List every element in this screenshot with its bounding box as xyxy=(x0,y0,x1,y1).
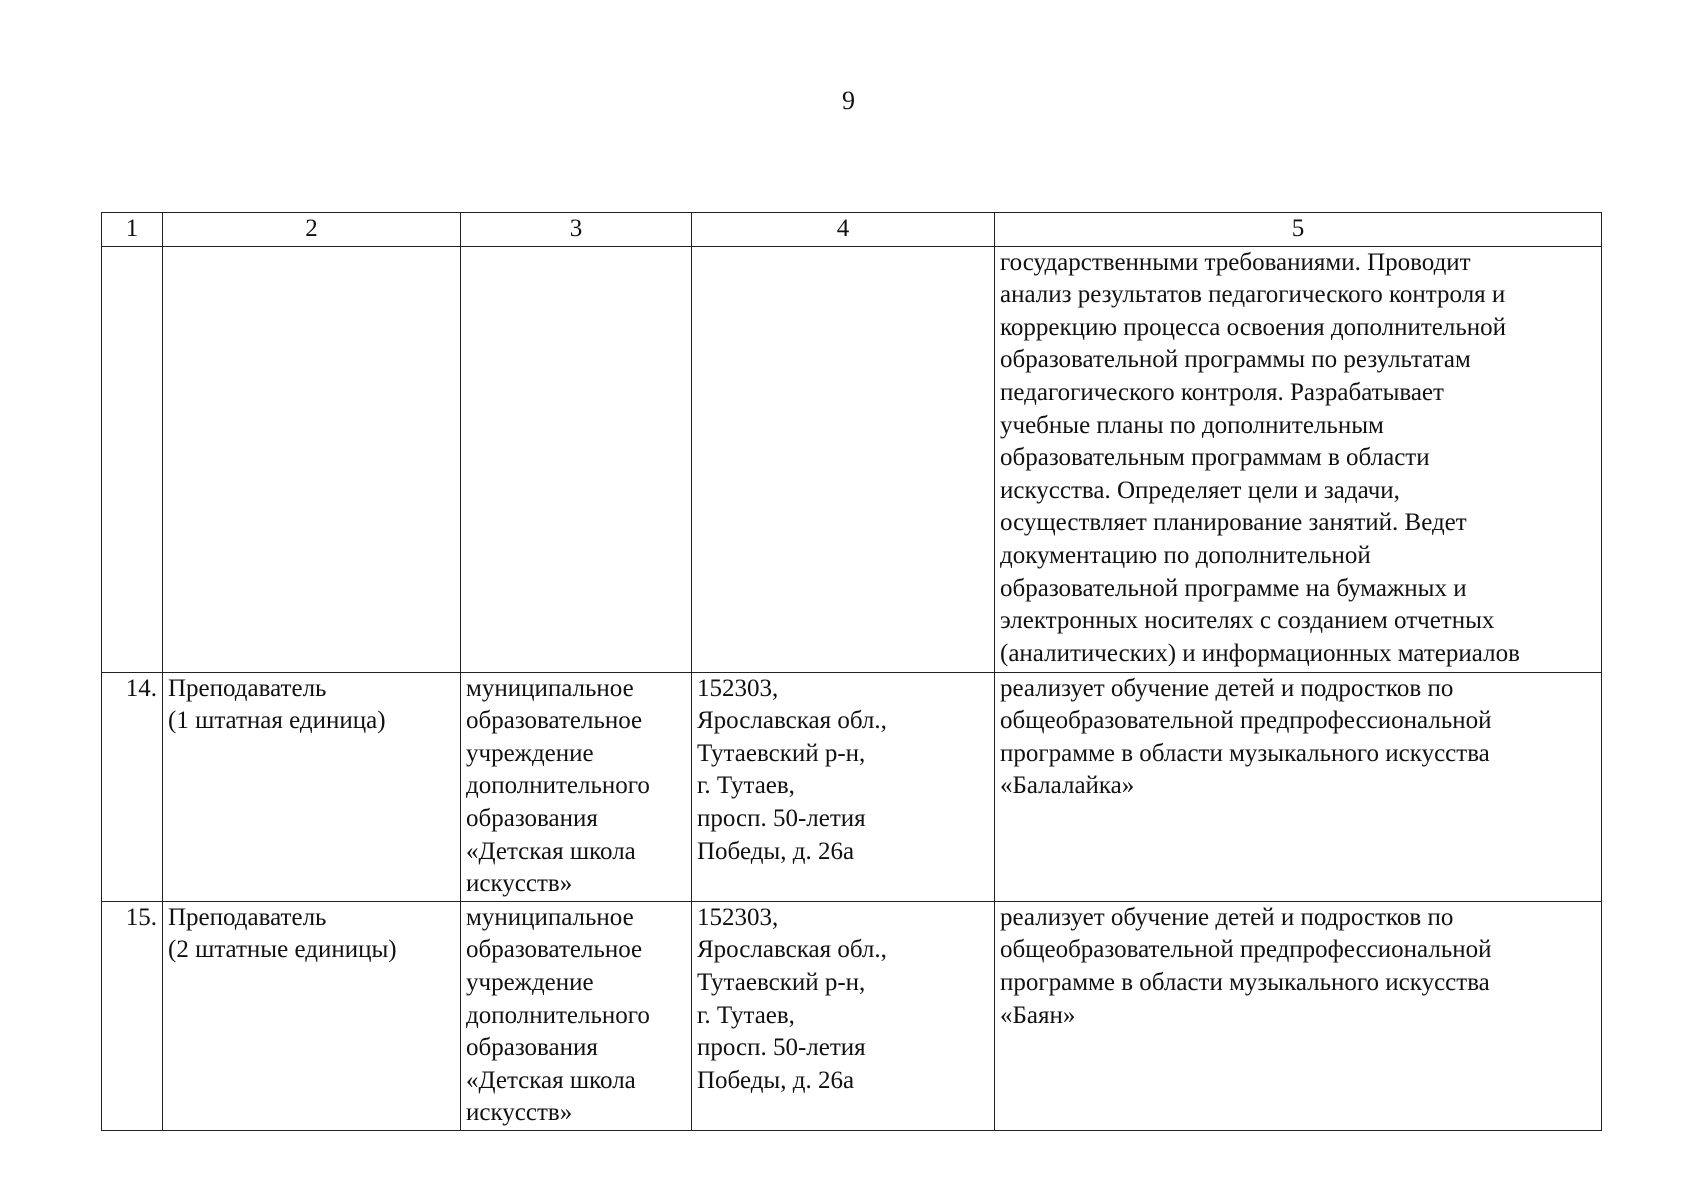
page-number: 9 xyxy=(842,86,855,115)
description-line: педагогического контроля. Разрабатывает xyxy=(1000,378,1444,406)
organization-cell xyxy=(461,901,692,1130)
organization-line: искусств» xyxy=(466,1099,573,1127)
description-line: искусства. Определяет цели и задачи, xyxy=(1000,476,1400,504)
address-cell xyxy=(692,901,995,1130)
position-line: (2 штатные единицы) xyxy=(168,936,397,964)
organization-line: муниципальное xyxy=(466,674,634,702)
description-cell xyxy=(995,901,1602,1130)
description-line: программе в области музыкального искусства xyxy=(1000,739,1490,767)
description-line: осуществляет планирование занятий. Ведет xyxy=(1000,509,1467,537)
description-line: образовательной программы по результатам xyxy=(1000,346,1471,374)
description-line: программе в области музыкального искусства xyxy=(1000,968,1490,996)
organization-line: «Детская школа xyxy=(466,1066,636,1094)
row-number: 14. xyxy=(102,672,163,901)
row-number: 15. xyxy=(102,901,163,1130)
vacancies-table xyxy=(101,212,1602,1131)
address-line: г. Тутаев, xyxy=(697,772,795,800)
organization-line: образования xyxy=(466,804,598,832)
address-line: Тутаевский р-н, xyxy=(697,968,866,996)
description-line: документацию по дополнительной xyxy=(1000,541,1371,569)
table-row xyxy=(102,901,1602,1130)
table-row xyxy=(102,672,1602,901)
column-header-3: 3 xyxy=(461,213,692,247)
address-line: Победы, д. 26а xyxy=(697,837,855,865)
address-line: г. Тутаев, xyxy=(697,1001,795,1029)
address-line: Ярославская обл., xyxy=(697,707,887,735)
description-line: анализ результатов педагогического контроля и xyxy=(1000,281,1506,309)
address-line: Ярославская обл., xyxy=(697,936,887,964)
organization-line: «Детская школа xyxy=(466,837,636,865)
address-cell xyxy=(692,672,995,901)
description-line: реализует обучение детей и подростков по xyxy=(1000,674,1454,702)
organization-line: учреждение xyxy=(466,968,594,996)
position-cell xyxy=(163,672,461,901)
organization-line: образовательное xyxy=(466,936,643,964)
table-header-row xyxy=(102,213,1602,247)
description-line: общеобразовательной предпрофессиональной xyxy=(1000,707,1492,735)
description-line: реализует обучение детей и подростков по xyxy=(1000,903,1454,931)
description-line: коррекцию процесса освоения дополнительной xyxy=(1000,313,1507,341)
organization-line: образовательное xyxy=(466,707,643,735)
organization-line: учреждение xyxy=(466,739,594,767)
column-header-2: 2 xyxy=(163,213,461,247)
address-line: Победы, д. 26а xyxy=(697,1066,855,1094)
organization-line: образования xyxy=(466,1034,598,1062)
description-line: (аналитических) и информационных материалов xyxy=(1000,639,1520,667)
organization-line: муниципальное xyxy=(466,903,634,931)
position-line: (1 штатная единица) xyxy=(168,707,386,735)
empty-cell xyxy=(692,246,995,672)
column-header-1: 1 xyxy=(102,213,163,247)
organization-line: искусств» xyxy=(466,870,573,898)
position-cell xyxy=(163,901,461,1130)
address-line: просп. 50-летия xyxy=(697,1034,866,1062)
column-header-4: 4 xyxy=(692,213,995,247)
description-line: образовательным программам в области xyxy=(1000,444,1430,472)
address-line: 152303, xyxy=(697,674,779,702)
description-line: образовательной программе на бумажных и xyxy=(1000,574,1467,602)
description-line: общеобразовательной предпрофессиональной xyxy=(1000,936,1492,964)
description-line: «Балалайка» xyxy=(1000,772,1135,800)
position-line: Преподаватель xyxy=(168,674,327,702)
address-line: 152303, xyxy=(697,903,779,931)
description-line: электронных носителях с созданием отчетных xyxy=(1000,607,1495,635)
empty-cell xyxy=(163,246,461,672)
description-cell xyxy=(995,246,1602,672)
organization-line: дополнительного xyxy=(466,772,650,800)
empty-cell xyxy=(461,246,692,672)
description-line: государственными требованиями. Проводит xyxy=(1000,248,1471,276)
organization-cell xyxy=(461,672,692,901)
empty-cell xyxy=(102,246,163,672)
table-row-continuation xyxy=(102,246,1602,672)
column-header-5: 5 xyxy=(995,213,1602,247)
position-line: Преподаватель xyxy=(168,903,327,931)
address-line: Тутаевский р-н, xyxy=(697,739,866,767)
description-line: «Баян» xyxy=(1000,1001,1076,1029)
description-cell xyxy=(995,672,1602,901)
organization-line: дополнительного xyxy=(466,1001,650,1029)
address-line: просп. 50-летия xyxy=(697,804,866,832)
description-line: учебные планы по дополнительным xyxy=(1000,411,1384,439)
